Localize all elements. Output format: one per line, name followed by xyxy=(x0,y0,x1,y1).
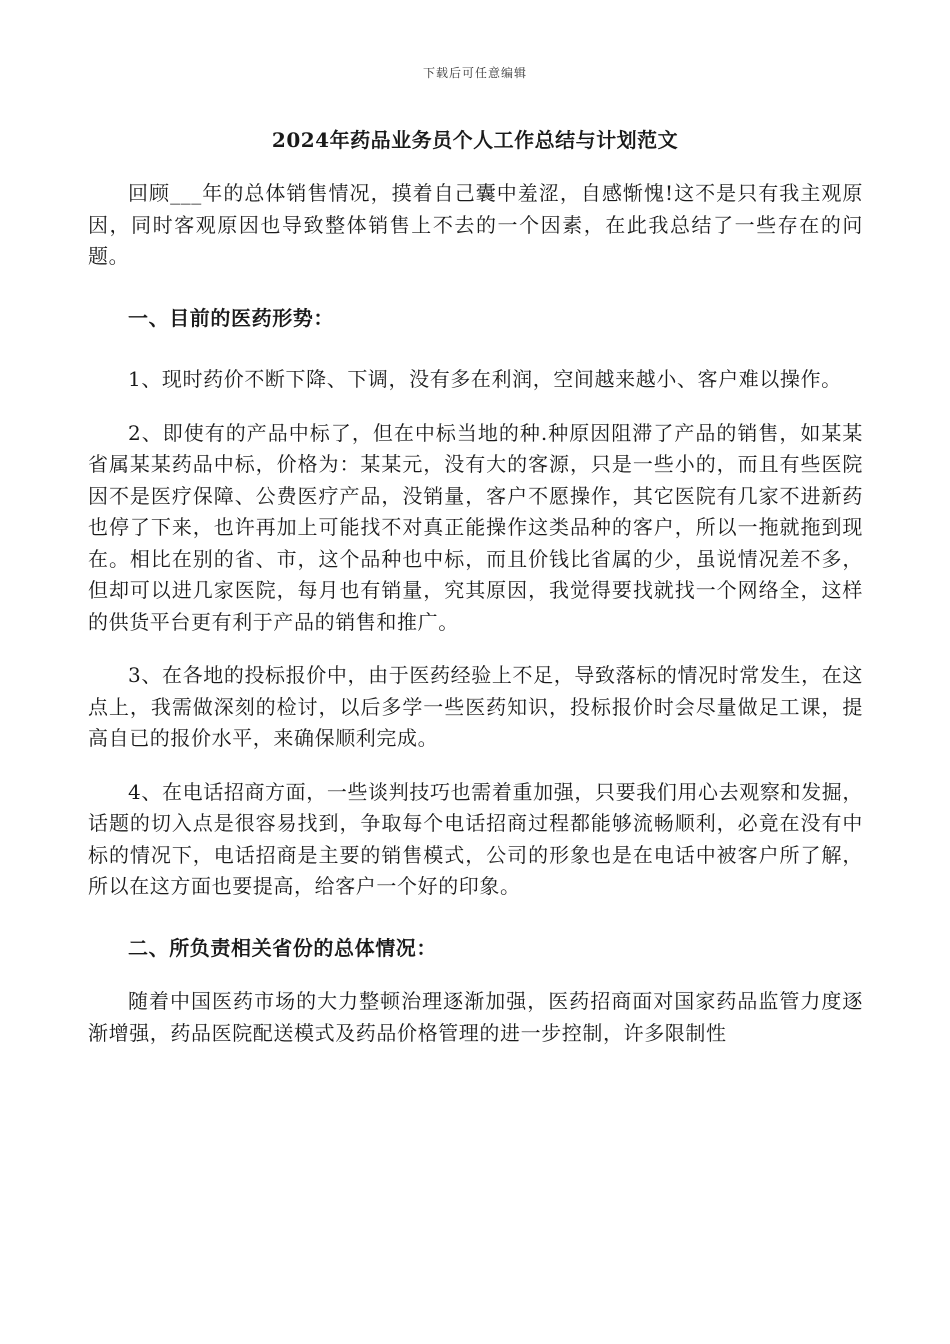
section1-item-3: 3、在各地的投标报价中，由于医药经验上不足，导致落标的情况时常发生，在这点上，我需做深刻的检讨，以后多学一些医药知识，投标报价时会尽量做足工课，提高自已的报价水平，来确保顺利完成。 xyxy=(88,663,863,750)
intro-paragraph: 回顾___年的总体销售情况，摸着自己囊中羞涩，自感惭愧!这不是只有我主观原因，同时客观原因也导致整体销售上不去的一个因素，在此我总结了一些存在的问题。 xyxy=(88,181,863,268)
section1-item-2: 2、即使有的产品中标了，但在中标当地的种.种原因阻滞了产品的销售，如某某省属某某药品中标，价格为：某某元，没有大的客源，只是一些小的，而且有些医院因不是医疗保障、公费医疗产品，没销量，客户不愿操作，其它医院有几家不进新药也停了下来，也许再加上可能找不对真正能操作这类品种的客户，所以一拖就拖到现在。相比在别的省、市，这个品种也中标，而且价钱比省属的少，虽说情况差不多，但却可以进几家医院，每月也有销量，究其原因，我觉得要找就找一个网络全，这样的供货平台更有利于产品的销售和推广。 xyxy=(88,420,863,634)
section1-item-1: 1、现时药价不断下降、下调，没有多在利润，空间越来越小、客户难以操作。 xyxy=(128,367,842,391)
document-title: 2024年药品业务员个人工作总结与计划范文 xyxy=(271,128,679,152)
section-heading-2: 二、所负责相关省份的总体情况： xyxy=(128,935,437,960)
document-body xyxy=(88,178,863,1049)
header-note: 下载后可任意编辑 xyxy=(422,66,527,80)
section1-item-4: 4、在电话招商方面，一些谈判技巧也需着重加强，只要我们用心去观察和发掘，话题的切入点是很容易找到，争取每个电话招商过程都能够流畅顺利，必竟在没有中标的情况下，电话招商是主要的销售模式，公司的形象也是在电话中被客户所了解，所以在这方面也要提高，给客户一个好的印象。 xyxy=(88,779,863,898)
section-heading-1: 一、目前的医药形势： xyxy=(128,305,334,330)
section2-item-1: 随着中国医药市场的大力整顿治理逐渐加强，医药招商面对国家药品监管力度逐渐增强，药品医院配送模式及药品价格管理的进一步控制，许多限制性 xyxy=(88,989,863,1045)
